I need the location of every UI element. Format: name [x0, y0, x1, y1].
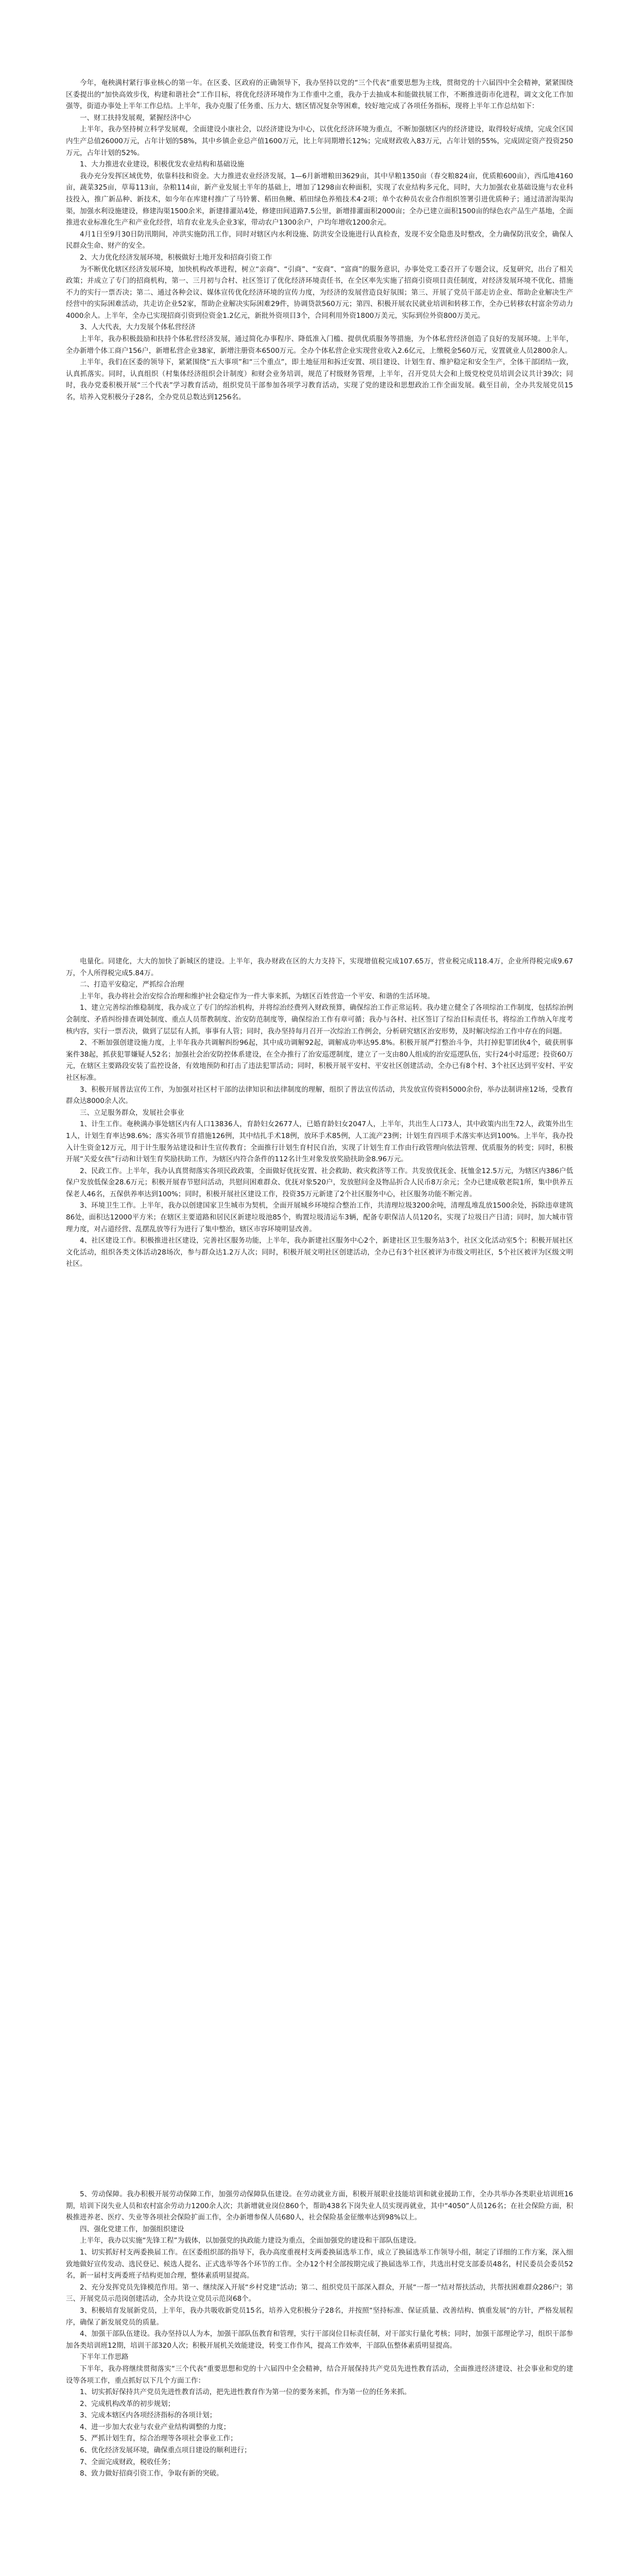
paragraph: 1、切实抓好保持共产党员先进性教育活动，把先进性教育作为第一位的要务来抓，作为第一位的任务来抓。 — [80, 2388, 411, 2397]
paragraph: 1、建立完善综治维稳制度，我办成立了专门的综治机构，并将综治经费列入财政预算，确保综治工作正常运转。我办建立健全了各项综治工作制度，包括综治例会制度、矛盾纠纷排查调处制度、重点人员帮教制度、治安防范制度等，确保综治工作有章可循；我办与各村、社区签订了综治目标责任书，将综治工作纳入年度考核内容，实行一票否决，做到了层层有人抓，事事有人管；同时，我办坚持每月召开一次综治工作例会，分析研究辖区治安形势，及时解决综治工作中存在的问题。 — [66, 1004, 573, 1036]
paragraph: 8、致力做好招商引资工作，争取有新的突破。 — [80, 2469, 223, 2478]
paragraph: 3、积极培育发展新党员，上半年，我办共吸收新党员15名，培养入党积极分子28名，并按照“坚持标准、保证质量、改善结构、慎重发展”的方针，严格发展程序，确保了新发展党员的质量。 — [66, 2306, 573, 2327]
paragraph: 4月1日至9月30日防汛期间，冲洪实施防汛工作，同时对辖区内水利设施、防洪安全设施进行认真检查，发现不安全隐患及时整改，全力确保防汛安全，确保人民群众生命、财产的安全。 — [66, 230, 573, 250]
paragraph: 2、充分发挥党员先锋模范作用。第一、继续深入开展“乡村党建”活动；第二、组织党员干部深入群众，开展“一帮一”结对帮扶活动，共帮扶困难群众286户；第三、开展党员示范岗创建活动，全办共设立党员示范岗68个。 — [66, 2283, 573, 2303]
paragraph: 上半年，我办积极鼓励和扶持个体私营经济发展，通过简化办事程序、降低准入门槛、提供优质服务等措施，为个体私营经济创造了良好的发展环境。上半年，全办新增个体工商户156户，新增私营企业38家，新增注册资本6500万元。全办个体私营企业实现营业收入2.6亿元，上缴税金560万元，安置就业人员2800余人。 — [66, 335, 573, 355]
paragraph: 我办充分发挥区域优势，依靠科技和资金。大力推进农业经济发展，1—6月新增粮田3629亩，其中早粮1350亩（春交粮824亩，优质粮600亩），西瓜地4160亩，蔬菜325亩，草莓113亩，杂粮114亩，新产业发展土半年的基础上，增加了1298亩农种面积，实现了农业结构多元化，同时，大力加强农业基础设施与农业科技投入，推广新品种、新技术，如今年在库建村推广了马铃薯、稻田鱼鳅、稻田绿色养殖技术4·2项；单个农种员农业合作组织签署引进优质种子；通过清淤沟渠沟渠，加强水利设施建设，修建沟渠1500余米，新建排灌站4处，修建田间道路7.5公里，新增排灌面积2000亩；全办已建立面积1500亩的绿色农产品生产基地，全面推进农业标准化生产和产业化经营，培育农业龙头企业3家，带动农户1300余户，户均年增收1200余元。 — [66, 172, 573, 227]
paragraph: 四、强化党建工作，加强组织建设 — [80, 2225, 184, 2233]
report-section-a — [66, 77, 573, 403]
paragraph: 2、完成机构改革的初步规划； — [80, 2399, 175, 2408]
paragraph: 3、完成本辖区内各项经济指标的各项计划； — [80, 2411, 217, 2420]
paragraph: 3、人大代表，大力发展个体私营经济 — [80, 323, 196, 332]
paragraph: 为不断优化辖区经济发展环境，加快机构改革进程，树立“亲商”、“引商”、“安商”、“富商”的服务意识，办事处党工委召开了专题会议，反复研究，出台了相关政策；并成立了专门的招商机构，第一、三月初与合村、社区签订了优化经济环境责任书，在全区率先实施了招商引资项目责任制度，对经济发展环境不优化、措施不力的实行一票否决；第二、通过各种会议、媒体宣传优化经济环境的宣传力度，为经济的发展营造良好氛围；第三、开展了党员干部走访企业、帮助企业解决生产经营中的实际困难活动，共走访企业52家，帮助企业解决实际困难29件，协调贷款560万元；第四、积极开展农民就业培训和转移工作，全办已转移农村富余劳动力4000余人。上半年，全办已实现招商引资到位资金1.2亿元，新批外资项目3个，合同利用外资1800万美元，实际到位外资800万美元。 — [66, 265, 573, 320]
paragraph: 上半年，我办以实施“先锋工程”为载体，以加强党的执政能力建设为重点，全面加强党的建设和干部队伍建设。 — [80, 2236, 421, 2245]
paragraph: 2、民政工作。上半年，我办认真贯彻落实各项民政政策，全面做好优抚安置、社会救助、救灾救济等工作。共发放优抚金、抚恤金12.5万元，为辖区内386户低保户发放低保金28.6万元；积极开展春节慰问活动，共慰问困难群众、优抚对象520户，发放慰问金及物品折合人民币8万余元；全办已建成敬老院1所，集中供养五保老人46名，五保供养率达到100%；同时，积极开展社区建设工作，投资35万元新建了2个社区服务中心，社区服务功能不断完善。 — [66, 1166, 573, 1198]
paragraph: 4、社区建设工作。积极推进社区建设，完善社区服务功能，上半年，我办新建社区服务中心2个，新建社区卫生服务站3个，社区文化活动室5个；积极开展社区文化活动，组织各类文体活动28场次，参与群众达1.2万人次；同时，积极开展文明社区创建活动，全办已有3个社区被评为市级文明社区，5个社区被评为区级文明社区。 — [66, 1236, 573, 1268]
paragraph: 今年，奄秧满村紧行事业核心的第一年。在区委、区政府的正确领导下，我办坚持以党的“三个代表”重要思想为主线，贯彻党的十六届四中全会精神，紧紧围绕区委提出的“加快高效步伐，构建和谐社会”工作目标，将优化经济环境作为工作重中之重，我办于去抽成本和能做扶展工作，不断推进街市化进程，调文文化工作加强等，街道办事处上半年工作总结。上半年，我办克服了任务重、压力大、辖区情况复杂等困难，较好地完成了各项任务指标，现将上半年工作总结如下： — [66, 79, 573, 111]
paragraph: 二、打造平安稳定，严抓综合治理 — [80, 980, 184, 989]
paragraph: 电量化。同建化，大大的加快了新城区的建设。上半年，我办财政在区的大力支持下，实现增值税完成107.65万，营业税完成118.4万，企业所得税完成9.67万，个人所得税完成5.84万。 — [66, 957, 573, 977]
paragraph: 7、全面完成财政，税收任务； — [80, 2458, 175, 2466]
paragraph: 1、切实抓好村支两委换届工作。在区委组织部的指导下，我办高度重视村支两委换届选举工作，成立了换届选举工作领导小组，制定了详细的工作方案，深入细致地做好宣传发动、选民登记、候选人提名、正式选举等各个环节的工作。全办12个村全部按期完成了换届选举工作，共选出村党支部委员48名，村民委员会委员52名，新一届村支两委班子结构更加合理，整体素质明显提高。 — [66, 2248, 573, 2280]
paragraph: 4、加强干部队伍建设。我办坚持以人为本，加强干部队伍教育和管理，实行干部岗位目标责任制，对干部实行量化考核；同时，加强干部理论学习，组织干部参加各类培训班12期，培训干部320人次；积极开展机关效能建设，转变工作作风，提高工作效率，干部队伍整体素质明显提高。 — [66, 2330, 573, 2350]
paragraph: 下半年工作思路 — [80, 2353, 129, 2362]
paragraph: 上半年，我办坚持树立科学发展观，全面建设小康社会，以经济建设为中心，以优化经济环境为重点，不断加强辖区内的经济建设，取得较好成绩，完成全区国内生产总值26000万元，占年计划的58%，其中乡镇企业总产值1600万元，比上年同期增长12%；完成财政收入83万元，占年计划的55%，完成固定资产投资250万元，占年计划的52%。 — [66, 125, 573, 157]
report-section-b — [66, 956, 573, 1270]
paragraph: 3、积极开展普法宣传工作，为加强对社区村干部的法律知识和法律制度的理解，组织了普法宣传活动，共发放宣传资料5000余份，举办法制讲座12场，受教育群众达8000余人次。 — [66, 1085, 573, 1106]
paragraph: 2、不断加强创建设施力度，上半年我办共调解纠纷96起，其中成功调解92起，调解成功率达95.8%。积极开展严打整治斗争，共打掉犯罪团伙4个，破获刑事案件38起，抓获犯罪嫌疑人52名；加强社会治安防控体系建设，在全办推行了治安巡逻制度，建立了一支由80人组成的治安巡逻队伍，实行24小时巡逻；投资60万元，在辖区主要路段安装了监控设备，有效地预防和打击了违法犯罪活动；同时，积极开展平安村、平安社区创建活动，全办已有8个村、3个社区达到平安村、平安社区标准。 — [66, 1039, 573, 1082]
paragraph: 1、大力推进农业建设，积极优发农业结构和基础设施 — [80, 160, 245, 169]
paragraph: 上半年，我们在区委的领导下，紧紧围绕“五大事项”和“三个重点”，即土地征用和拆迁安置、项目建设、计划生育、维护稳定和安全生产，全体干部团结一致，认真抓落实。同时，认真组织（村集体经济组织会计制度）和财会业务培训，规范了村级财务管理，上半年，召开党员大会和上级党校党员培训会议共计39次；同时，我办党委积极开展“三个代表”学习教育活动，组织党员干部参加各项学习教育活动，实现了党的建设和思想政治工作全面发展。截至目前，全办共发展党员15名，培养入党积极分子28名，全办党员总数达到1256名。 — [66, 358, 573, 402]
paragraph: 5、劳动保障。我办积极开展劳动保障工作，加强劳动保障队伍建设。在劳动就业方面，积极开展职业技能培训和就业援助工作，全办共举办各类职业培训班16期，培训下岗失业人员和农村富余劳动力1200余人次；共新增就业岗位860个，帮助438名下岗失业人员实现再就业，其中“4050”人员126名；在社会保险方面，积极推进养老、医疗、失业等各项社会保险扩面工作，全办新增参保人员680人，社会保险基金征缴率达到98%以上。 — [66, 2190, 573, 2222]
paragraph: 6、优化经济发展环境，确保重点项目建设的顺利进行； — [80, 2446, 251, 2455]
paragraph: 5、严抓计划生育，综合治理等各项社会事业工作； — [80, 2434, 237, 2443]
report-section-c — [66, 2189, 573, 2480]
paragraph: 下半年，我办将继续贯彻落实“三个代表”重要思想和党的十六届四中全会精神，结合开展保持共产党员先进性教育活动，全面推进经济建设、社会事业和党的建设等各项工作，重点抓好以下几个方面工作： — [66, 2364, 573, 2385]
paragraph: 3、环境卫生工作。上半年，我办以创建国家卫生城市为契机，全面开展城乡环境综合整治工作，共清理垃圾3200余吨，清理乱堆乱放1500余处，拆除违章建筑86处，面积达12000平方米；在辖区主要道路和居民区新建垃圾池85个，购置垃圾清运车3辆，配备专职保洁人员120名，实现了垃圾日产日清；同时，加大城市管理力度，对占道经营、乱摆乱放等行为进行了集中整治，辖区市容环境明显改善。 — [66, 1201, 573, 1233]
paragraph: 上半年，我办将社会治安综合治理和维护社会稳定作为一件大事来抓，为辖区百姓营造一个平安、和谐的生活环境。 — [80, 992, 435, 1001]
paragraph: 1、计生工作。奄秧满办事处辖区内有人口13836人，育龄妇女2677人，已婚育龄妇女2047人，上半年，共出生人口73人，其中政策内出生72人，政策外出生1人，计划生育率达98.6%；落实各项节育措施126例，其中结扎手术18例，放环手术85例，人工流产23例；计划生育四项手术落实率达到100%。上半年，我办投入计生资金12万元，用于计生服务站建设和计生宣传教育；全面推行计划生育村民自治，实现了计划生育工作由行政管理向依法管理、优质服务的转变；同时，积极开展“关爱女孩”行动和计划生育奖励扶助工作，为辖区内符合条件的112名计生对象发放奖励扶助金8.96万元。 — [66, 1120, 573, 1164]
paragraph: 2、大力优化经济发展环境，积极做好土地开发和招商引资工作 — [80, 253, 272, 262]
paragraph: 三、立足服务群众，发展社会事业 — [80, 1108, 184, 1117]
paragraph: 4、进一步加大农业与农业产业结构调整的力度； — [80, 2422, 231, 2431]
paragraph: 一、财工扶持发展观，紧握经济中心 — [80, 113, 191, 122]
